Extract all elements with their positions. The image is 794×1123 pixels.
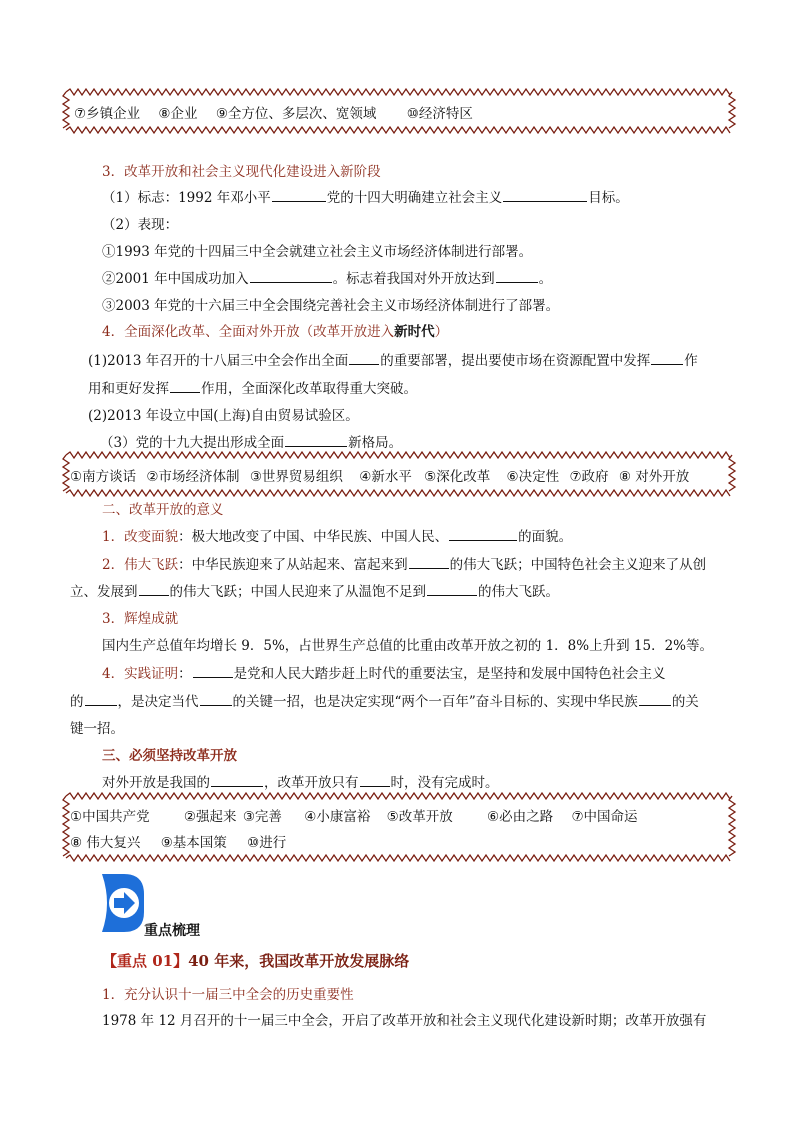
blank xyxy=(409,555,449,569)
part-2-title: 二、改革开放的意义 xyxy=(102,502,224,518)
text: 4．全面深化改革、全面对外开放（改革开放进入 xyxy=(102,324,395,340)
label: 2．伟大飞跃 xyxy=(102,557,179,573)
answer-item: ②强起来 xyxy=(183,809,237,825)
answer-item: ⑩进行 xyxy=(247,835,287,851)
blank xyxy=(427,582,477,596)
text: ：中华民族迎来了从站起来、富起来到 xyxy=(178,557,408,573)
point-2 xyxy=(102,267,552,287)
zigzag-edge xyxy=(729,92,735,128)
text: 。 xyxy=(538,271,553,287)
zigzag-edge xyxy=(63,92,69,128)
text: 新格局。 xyxy=(348,435,403,451)
zigzag-edge xyxy=(66,127,730,133)
meaning-1 xyxy=(102,525,572,545)
text: 的伟大飞跃；中国特色社会主义迎来了从创 xyxy=(449,557,707,573)
blank xyxy=(170,379,200,393)
blank xyxy=(349,351,379,365)
part-3-title: 三、必须坚持改革开放 xyxy=(102,748,237,764)
text: 的面貌。 xyxy=(518,529,573,545)
answer-item: ②市场经济体制 xyxy=(146,469,240,485)
answer-box-2 xyxy=(66,455,732,493)
blank xyxy=(449,527,517,541)
blank xyxy=(360,773,390,787)
text: 的伟大飞跃；中国人民迎来了从温饱不足到 xyxy=(169,584,426,600)
answer-item: ⑥决定性 xyxy=(506,469,560,485)
section-4-title xyxy=(102,320,448,340)
zigzag-edge xyxy=(66,793,730,799)
arrow-badge-icon xyxy=(98,872,148,938)
answer-item: ③世界贸易组织 xyxy=(249,469,343,485)
review-sub: 1．充分认识十一届三中全会的历史重要性 xyxy=(102,987,354,1003)
meaning-4-cont xyxy=(70,690,699,710)
part-3-text xyxy=(102,771,499,791)
text: ： xyxy=(178,666,192,682)
answer-item: ⑧ 对外开放 xyxy=(618,469,690,485)
review-label: 重点梳理 xyxy=(144,923,200,939)
text: （3）党的十九大提出形成全面 xyxy=(100,435,285,451)
answer-box-1 xyxy=(66,92,732,130)
point-3: ③2003 年党的十六届三中全会围绕完善社会主义市场经济体制进行了部署。 xyxy=(102,298,560,314)
sec4-line-1 xyxy=(88,349,698,369)
text: 时，没有完成时。 xyxy=(390,775,499,791)
text: 用和更好发挥 xyxy=(88,381,169,397)
text: 的关键一招，也是决定实现“两个一百年”奋斗目标的、实现中华民族 xyxy=(232,694,638,710)
blank xyxy=(285,433,347,447)
answer-item: ⑤深化改革 xyxy=(424,469,491,485)
answer-item: ⑦政府 xyxy=(569,469,609,485)
text: 【重点 01】 xyxy=(102,952,189,970)
answer-item: ⑥必由之路 xyxy=(487,809,554,825)
text: ：极大地改变了中国、中华民族、中国人民、 xyxy=(178,529,449,545)
answer-item: ④小康富裕 xyxy=(304,809,371,825)
text: 是党和人民大踏步赶上时代的重要法宝，是坚持和发展中国特色社会主义 xyxy=(233,666,666,682)
sec4-line-4 xyxy=(100,431,402,451)
meaning-3-label: 3．辉煌成就 xyxy=(102,611,179,627)
meaning-2-cont xyxy=(70,580,559,600)
zigzag-edge xyxy=(66,855,730,861)
blank xyxy=(503,188,587,202)
answer-item: ①南方谈话 xyxy=(70,469,137,485)
answer-item: ⑧企业 xyxy=(158,106,198,122)
blank xyxy=(139,582,169,596)
zigzag-edge xyxy=(63,796,69,856)
blank xyxy=(639,692,671,706)
text: 目标。 xyxy=(588,190,629,206)
arrow-badge-svg xyxy=(98,872,148,934)
text: (1)2013 年召开的十八届三中全会作出全面 xyxy=(88,353,349,369)
text: ，改革开放只有 xyxy=(264,775,359,791)
section-3-title: 3．改革开放和社会主义现代化建设进入新阶段 xyxy=(102,164,381,180)
text: ，是决定当代 xyxy=(117,694,199,710)
text: 对外开放是我国的 xyxy=(102,775,210,791)
text: 立、发展到 xyxy=(70,584,138,600)
text: 党的十四大明确建立社会主义 xyxy=(326,190,503,206)
text: 的 xyxy=(70,694,84,710)
text: ） xyxy=(434,324,449,340)
answer-item: ⑦中国命运 xyxy=(571,809,638,825)
text: 的伟大飞跃。 xyxy=(478,584,559,600)
text: （1）标志：1992 年邓小平 xyxy=(102,190,271,206)
answer-item: ④新水平 xyxy=(359,469,412,485)
meaning-2 xyxy=(102,553,706,573)
point-1: ①1993 年党的十四届三中全会就建立社会主义市场经济体制进行部署。 xyxy=(102,244,533,260)
answer-item: ③完善 xyxy=(242,809,282,825)
blank xyxy=(200,692,232,706)
blank xyxy=(496,269,538,283)
answer-item: ⑩经济特区 xyxy=(406,106,473,122)
answer-item: ⑨基本国策 xyxy=(160,835,227,851)
answer-box-3 xyxy=(66,796,732,858)
answer-item: ⑨全方位、多层次、宽领域 xyxy=(215,106,377,122)
zigzag-edge xyxy=(66,490,730,496)
sec4-line-3: (2)2013 年设立中国(上海)自由贸易试验区。 xyxy=(88,408,359,424)
meaning-4 xyxy=(102,662,666,682)
zigzag-edge xyxy=(66,452,730,458)
zigzag-edge xyxy=(729,796,735,856)
meaning-3-text: 国内生产总值年均增长 9．5%，占世界生产总值的比重由改革开放之初的 1．8%上升到 15．2%等。 xyxy=(102,638,713,654)
blank xyxy=(250,269,332,283)
blank xyxy=(272,188,326,202)
label: 4．实践证明 xyxy=(102,666,179,682)
zigzag-edge xyxy=(66,89,730,95)
blank xyxy=(193,664,233,678)
meaning-4-end: 键一招。 xyxy=(70,721,124,737)
text: 40 年来，我国改革开放发展脉络 xyxy=(188,952,410,970)
zigzag-edge xyxy=(729,455,735,491)
answer-item: ⑤改革开放 xyxy=(386,809,453,825)
text: ②2001 年中国成功加入 xyxy=(102,271,249,287)
answer-item: ⑦乡镇企业 xyxy=(74,106,141,122)
text: 新时代 xyxy=(394,324,435,340)
blank xyxy=(651,351,683,365)
show-label: （2）表现： xyxy=(102,217,179,233)
text: 。标志着我国对外开放达到 xyxy=(332,271,495,287)
answer-item: ①中国共产党 xyxy=(70,809,150,825)
blank xyxy=(211,773,263,787)
text: 作用，全面深化改革取得重大突破。 xyxy=(201,381,417,397)
text: 作 xyxy=(684,353,698,369)
answer-item: ⑧ 伟大复兴 xyxy=(70,835,141,851)
text: 的重要部署，提出要使市场在资源配置中发挥 xyxy=(380,353,651,369)
label: 1．改变面貌 xyxy=(102,529,179,545)
zigzag-edge xyxy=(63,455,69,491)
review-heading xyxy=(102,950,409,971)
sec4-line-2 xyxy=(88,377,417,397)
blank xyxy=(85,692,117,706)
sign-line xyxy=(102,186,629,206)
review-body: 1978 年 12 月召开的十一届三中全会，开启了改革开放和社会主义现代化建设新时期；改革开放强有 xyxy=(102,1013,707,1029)
text: 的关 xyxy=(671,694,699,710)
